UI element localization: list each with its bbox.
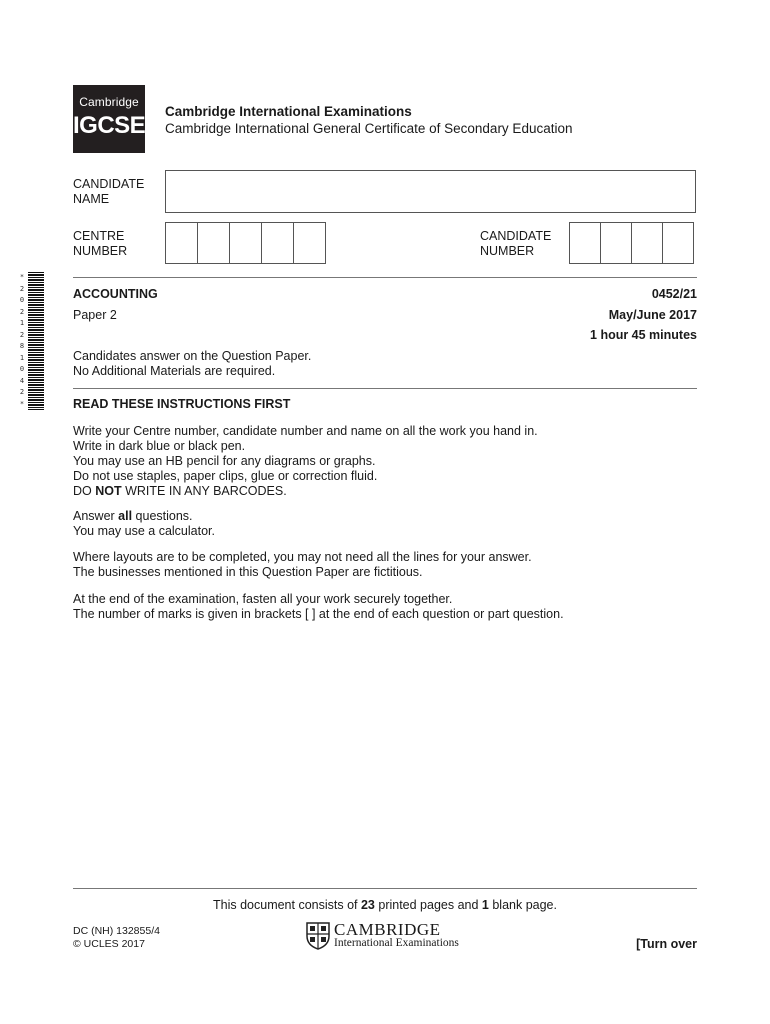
- document-reference: DC (NH) 132855/4 © UCLES 2017: [73, 925, 160, 950]
- cambridge-igcse-logo: [73, 85, 145, 153]
- cambridge-brand: CAMBRIDGE: [334, 920, 441, 939]
- paper-number: Paper 2: [73, 308, 117, 322]
- centre-number-box[interactable]: [261, 222, 294, 264]
- centre-number-box[interactable]: [165, 222, 198, 264]
- cambridge-crest-icon: [306, 922, 330, 950]
- exam-board-title: Cambridge International Examinations: [165, 104, 412, 119]
- instructions-block-4: At the end of the examination, fasten all your work securely together. The number of marks is given in brackets [ ] at the end of each question or part question.: [73, 592, 564, 621]
- centre-number-box[interactable]: [293, 222, 326, 264]
- cambridge-brand-subtitle: International Examinations: [334, 937, 459, 949]
- page-count-note: This document consists of 23 printed pages and 1 blank page.: [213, 898, 557, 912]
- barcode-warning: DO NOT WRITE IN ANY BARCODES.: [73, 484, 287, 498]
- paper-code: 0452/21: [651, 287, 697, 301]
- logo-line1: Cambridge: [79, 95, 139, 109]
- subject-title: ACCOUNTING: [73, 287, 158, 301]
- materials-note: Candidates answer on the Question Paper. No Additional Materials are required.: [73, 349, 312, 378]
- centre-number-box[interactable]: [229, 222, 262, 264]
- instructions-block-1: Write your Centre number, candidate number and name on all the work you hand in. Write in dark blue or black pen. You may use an HB pencil for any diagrams or graphs. Do not use staples, paper clips, glue or correction fluid. DO NOT WRITE IN ANY BARCODES.: [73, 424, 538, 498]
- exam-duration: 1 hour 45 minutes: [590, 328, 697, 342]
- centre-number-label: CENTRE NUMBER: [73, 229, 128, 258]
- centre-number-box[interactable]: [197, 222, 230, 264]
- centre-number-boxes[interactable]: [166, 222, 326, 264]
- candidate-number-boxes[interactable]: [570, 222, 694, 264]
- barcode: [28, 272, 44, 410]
- candidate-number-box[interactable]: [631, 222, 663, 264]
- logo-line2: IGCSE: [73, 112, 146, 139]
- candidate-number-box[interactable]: [662, 222, 694, 264]
- candidate-number-box[interactable]: [569, 222, 601, 264]
- candidate-name-field[interactable]: [165, 170, 696, 213]
- barcode-digits: * 2 0 2 1 2 8 1 0 4 2 *: [19, 273, 25, 408]
- instructions-block-3: Where layouts are to be completed, you may not need all the lines for your answer. The businesses mentioned in this Question Paper are fictitious.: [73, 550, 532, 579]
- candidate-number-label: CANDIDATE NUMBER: [480, 229, 552, 258]
- candidate-name-label: CANDIDATE NAME: [73, 177, 145, 206]
- divider: [73, 277, 697, 278]
- instructions-block-2: Answer all questions. You may use a calculator.: [73, 509, 215, 538]
- candidate-number-box[interactable]: [600, 222, 632, 264]
- divider: [73, 888, 697, 889]
- turn-over: [Turn over: [636, 937, 697, 951]
- exam-session: May/June 2017: [608, 308, 697, 322]
- divider: [73, 388, 697, 389]
- exam-board-subtitle: Cambridge International General Certificate of Secondary Education: [165, 121, 573, 136]
- instructions-heading: READ THESE INSTRUCTIONS FIRST: [73, 397, 291, 411]
